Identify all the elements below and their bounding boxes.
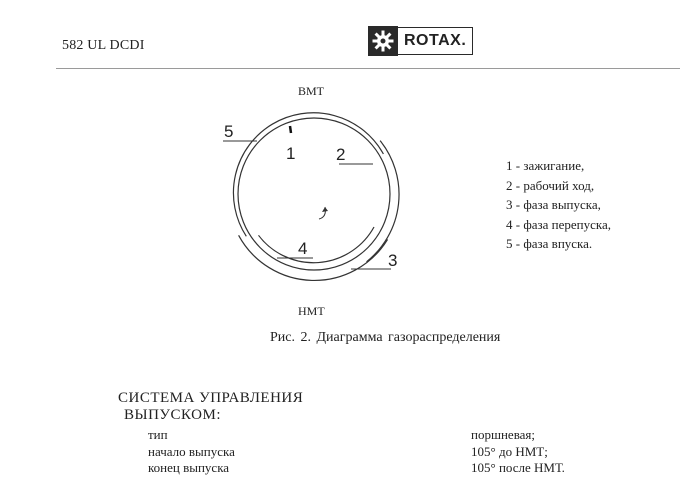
intake-phase-arc — [233, 113, 383, 237]
header-divider — [56, 68, 680, 69]
parameter-label: тип — [148, 427, 168, 442]
parameter-labels — [148, 427, 235, 477]
parameter-value: 105° до НМТ; — [471, 443, 548, 459]
section-title-line-1: СИСТЕМА УПРАВЛЕНИЯ — [118, 390, 304, 406]
tdc-label: ВМТ — [298, 84, 325, 98]
valve-timing-diagram — [215, 95, 415, 300]
legend-item: 2 - рабочий ход, — [506, 177, 595, 193]
parameter-label: конец выпуска — [148, 460, 230, 475]
parameter-value: 105° после НМТ. — [471, 460, 565, 475]
rotax-logo-text: ROTAX. — [398, 27, 473, 55]
legend-item: 1 - зажигание, — [506, 158, 585, 173]
rotax-gear-logo-icon — [368, 26, 398, 56]
section-title — [118, 390, 303, 424]
exhaust-lower-arc — [239, 235, 388, 280]
section-title-line-2: ВЫПУСКОМ: — [124, 407, 222, 423]
parameter-label: начало выпуска — [148, 443, 235, 459]
marker-label-4: 4 — [298, 239, 308, 258]
legend-item: 3 - фаза выпуска, — [506, 197, 601, 212]
marker-label-1: 1 — [286, 144, 296, 163]
marker-label-2: 2 — [336, 145, 346, 164]
legend-item: 5 - фаза впуска. — [506, 236, 593, 251]
diagram-legend — [506, 156, 611, 254]
figure-caption: Рис. 2. Диаграмма газораспределения — [270, 330, 501, 345]
bdc-label: НМТ — [298, 304, 325, 318]
ignition-tick — [290, 126, 291, 133]
parameter-value: поршневая; — [471, 427, 536, 442]
marker-label-3: 3 — [388, 251, 398, 270]
marker-label-5: 5 — [224, 122, 234, 141]
rotax-logo — [368, 26, 473, 56]
engine-model-header: 582 UL DCDI — [62, 38, 145, 53]
inner-ring — [238, 118, 390, 270]
legend-item: 4 - фаза перепуска, — [506, 216, 612, 232]
parameter-values — [471, 427, 565, 477]
